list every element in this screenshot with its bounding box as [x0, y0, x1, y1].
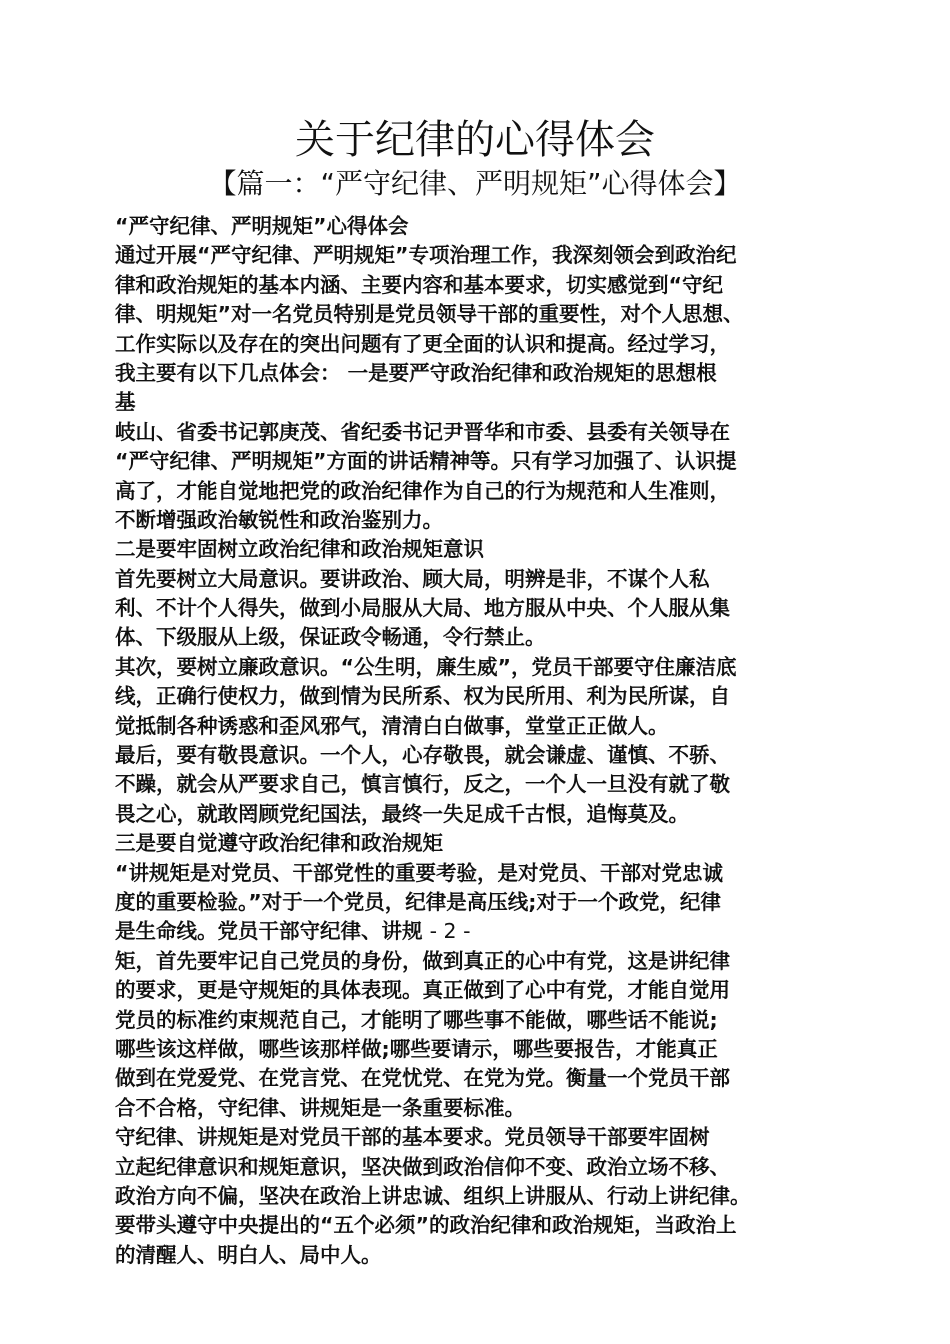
- paragraph-line: 律、明规矩”对一名党员特别是党员领导干部的重要性，对个人思想、: [115, 302, 744, 327]
- section-heading: “严守纪律、严明规矩”心得体会: [115, 214, 409, 238]
- paragraph-line: 政治方向不偏，坚决在政治上讲忠诚、组织上讲服从、行动上讲纪律。: [115, 1183, 751, 1208]
- paragraph-line: 工作实际以及存在的突出问题有了更全面的认识和提高。经过学习，: [115, 331, 730, 356]
- page-number: - 2 -: [429, 919, 471, 944]
- paragraph-line: 体、下级服从上级，保证政令畅通，令行禁止。: [115, 625, 546, 650]
- paragraph-line: 合不合格，守纪律、讲规矩是一条重要标准。: [115, 1095, 525, 1120]
- paragraph-line: “严守纪律、严明规矩”方面的讲话精神等。只有学习加强了、认识提: [115, 449, 737, 474]
- paragraph-line-text: 是生命线。党员干部守纪律、讲规: [115, 919, 430, 944]
- paragraph-line: 最后，要有敬畏意识。一个人，心存敬畏，就会谦虚、谨慎、不骄、: [115, 743, 730, 768]
- section-heading: 三是要自觉遵守政治纪律和政治规矩: [115, 831, 443, 856]
- paragraph-line: 其次，要树立廉政意识。“公生明，廉生威”，党员干部要守住廉洁底: [115, 654, 737, 679]
- paragraph-line: 立起纪律意识和规矩意识，坚决做到政治信仰不变、政治立场不移、: [115, 1154, 730, 1179]
- paragraph-line: 基: [115, 390, 136, 415]
- paragraph-line: “讲规矩是对党员、干部党性的重要考验，是对党员、干部对党忠诚: [115, 860, 723, 885]
- paragraph-line: 哪些该这样做，哪些该那样做;哪些要请示，哪些要报告，才能真正: [115, 1036, 718, 1061]
- paragraph-line: 的要求，更是守规矩的具体表现。真正做到了心中有党，才能自觉用: [115, 978, 730, 1003]
- paragraph-line: 不躁，就会从严要求自己，慎言慎行，反之，一个人一旦没有就了敬: [115, 772, 730, 797]
- paragraph-line: 的清醒人、明白人、局中人。: [115, 1242, 382, 1267]
- document-body: [115, 212, 845, 1270]
- page-subtitle: 【篇一：“严守纪律、严明规矩”心得体会】: [208, 167, 742, 200]
- paragraph-line: 线，正确行使权力，做到情为民所系、权为民所用、利为民所谋，自: [115, 684, 730, 709]
- paragraph-line: 通过开展“严守纪律、严明规矩”专项治理工作，我深刻领会到政治纪: [115, 243, 737, 268]
- paragraph-line: 要带头遵守中央提出的“五个必须”的政治纪律和政治规矩，当政治上: [115, 1213, 737, 1238]
- paragraph-line: 做到在党爱党、在党言党、在党忧党、在党为党。衡量一个党员干部: [115, 1066, 730, 1091]
- paragraph-line-with-page-number: [115, 917, 845, 946]
- paragraph-line: 畏之心，就敢罔顾党纪国法，最终一失足成千古恨，追悔莫及。: [115, 801, 689, 826]
- paragraph-line: 律和政治规矩的基本内涵、主要内容和基本要求，切实感觉到“守纪: [115, 272, 723, 297]
- paragraph-line: 不断增强政治敏锐性和政治鉴别力。: [115, 507, 443, 532]
- paragraph-line: 矩，首先要牢记自己党员的身份，做到真正的心中有党，这是讲纪律: [115, 948, 730, 973]
- paragraph-line: 守纪律、讲规矩是对党员干部的基本要求。党员领导干部要牢固树: [115, 1125, 710, 1150]
- page-title: 关于纪律的心得体会: [295, 117, 655, 163]
- paragraph-line: 觉抵制各种诱惑和歪风邪气，清清白白做事，堂堂正正做人。: [115, 713, 669, 738]
- section-heading: 二是要牢固树立政治纪律和政治规矩意识: [115, 537, 484, 562]
- paragraph-line: 我主要有以下几点体会： 一是要严守政治纪律和政治规矩的思想根: [115, 360, 717, 385]
- paragraph-line: 岐山、省委书记郭庚茂、省纪委书记尹晋华和市委、县委有关领导在: [115, 419, 730, 444]
- paragraph-line: 高了，才能自觉地把党的政治纪律作为自己的行为规范和人生准则，: [115, 478, 730, 503]
- paragraph-line: 首先要树立大局意识。要讲政治、顾大局，明辨是非，不谋个人私: [115, 566, 710, 591]
- paragraph-line: 度的重要检验。”对于一个党员，纪律是高压线;对于一个政党，纪律: [115, 889, 721, 914]
- paragraph-line: 党员的标准约束规范自己，才能明了哪些事不能做，哪些话不能说;: [115, 1007, 718, 1032]
- paragraph-line: 利、不计个人得失，做到小局服从大局、地方服从中央、个人服从集: [115, 596, 730, 621]
